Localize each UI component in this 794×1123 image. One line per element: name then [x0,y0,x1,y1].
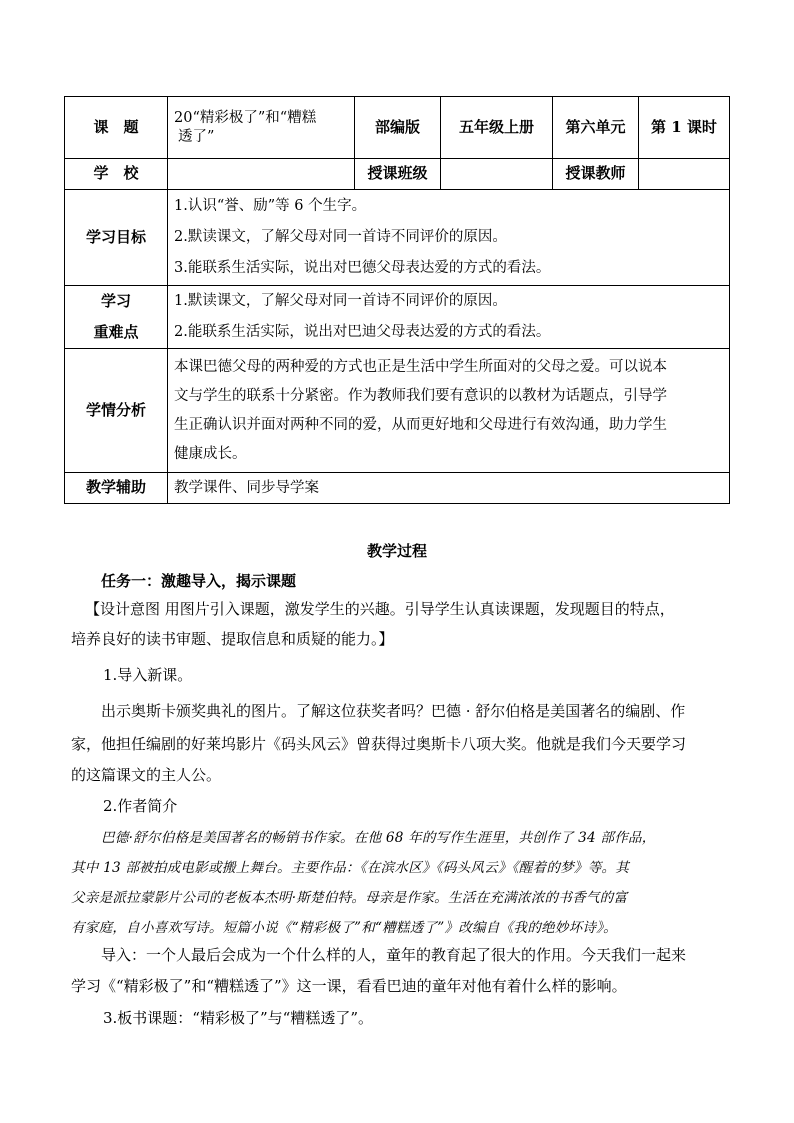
analysis-label: 学情分析 [65,349,168,473]
unit: 第六单元 [553,97,639,159]
design-intent-line1: 【设计意图 用图片引入课题，激发学生的兴趣。引导学生认真读课题，发现题目的特点， [85,600,675,618]
lead-line1: 导入：一个人最后会成为一个什么样的人，童年的教育起了很大的作用。今天我们一起来 [101,946,687,964]
key-points-label-line1: 学习 [100,292,131,310]
analysis-line: 健康成长。 [174,445,247,462]
grade: 五年级上册 [441,97,553,159]
row-goals [65,190,730,286]
analysis-line: 本课巴德父母的两种爱的方式也正是生活中学生所面对的父母之爱。可以说本 [174,358,667,375]
step1: 1.导入新课。 [103,666,193,684]
key-points-list [168,286,730,349]
bio-line4: 有家庭，自小喜欢写诗。短篇小说《“精彩极了”和“糟糕透了”》改编自《我的绝妙坏诗》。 [71,920,617,936]
lead-line2: 学习《“精彩极了”和“糟糕透了”》这一课，看看巴迪的童年对他有着什么样的影响。 [71,977,627,995]
goals-label: 学习目标 [65,190,168,286]
edition: 部编版 [355,97,441,159]
bio-line3: 父亲是派拉蒙影片公司的老板本杰明·斯楚伯特。母亲是作家。生活在充满浓浓的书香气的富 [71,890,628,906]
task1-heading: 任务一：激趣导入，揭示课题 [101,572,297,590]
lesson-number: 第 1 课时 [639,97,730,159]
analysis-line: 生正确认识并面对两种不同的爱，从而更好地和父母进行有效沟通，助力学生 [174,416,667,433]
row-analysis [65,349,730,473]
aids-value: 教学课件、同步导学案 [168,473,730,504]
school-label: 学 校 [65,159,168,190]
process-heading: 教学过程 [366,542,427,560]
topic-title-line1: 20“精彩极了”和“糟糕 [174,109,317,126]
lesson-plan-table [64,96,730,504]
key-points-label [65,286,168,349]
topic-title [168,97,355,159]
teacher-label: 授课教师 [553,159,639,190]
design-intent-line2: 培养良好的读书审题、提取信息和质疑的能力。】 [71,630,394,648]
topic-title-line2: 透了” [178,128,215,145]
goal-item: 3.能联系生活实际，说出对巴德父母表达爱的方式的看法。 [174,260,551,276]
key-points-label-line2: 重难点 [93,323,139,341]
school-value [168,159,355,190]
step2: 2.作者简介 [103,797,178,815]
step3: 3.板书课题：“精彩极了”与“糟糕透了”。 [103,1009,373,1027]
bio-line2: 其中 13 部被拍成电影或搬上舞台。主要作品：《在滨水区》《码头风云》《醒着的梦》等。其 [71,860,630,876]
class-label: 授课班级 [355,159,441,190]
goals-list [168,190,730,286]
class-value [441,159,553,190]
goal-item: 1.认识“誉、励”等 6 个生字。 [174,198,367,214]
key-point-item: 1.默读课文，了解父母对同一首诗不同评价的原因。 [174,293,507,309]
analysis-line: 文与学生的联系十分紧密。作为教师我们要有意识的以教材为话题点，引导学 [174,387,667,404]
row-topic [65,97,730,159]
row-key-points [65,286,730,349]
topic-label: 课 题 [65,97,168,159]
row-aids [65,473,730,504]
aids-label: 教学辅助 [65,473,168,504]
goal-item: 2.默读课文，了解父母对同一首诗不同评价的原因。 [174,229,507,245]
teacher-value [639,159,730,190]
intro-line2: 家，他担任编剧的好莱坞影片《码头风云》曾获得过奥斯卡八项大奖。他就是我们今天要学习 [71,735,687,753]
intro-line3: 的这篇课文的主人公。 [71,766,222,784]
bio-line1: 巴德·舒尔伯格是美国著名的畅销书作家。在他 68 年的写作生涯里，共创作了 34 部作品， [101,830,656,846]
intro-line1: 出示奥斯卡颁奖典礼的图片。了解这位获奖者吗？巴德 · 舒尔伯格是美国著名的编剧、作 [101,702,686,720]
row-school [65,159,730,190]
key-point-item: 2.能联系生活实际，说出对巴迪父母表达爱的方式的看法。 [174,324,551,340]
analysis-text [168,349,730,473]
